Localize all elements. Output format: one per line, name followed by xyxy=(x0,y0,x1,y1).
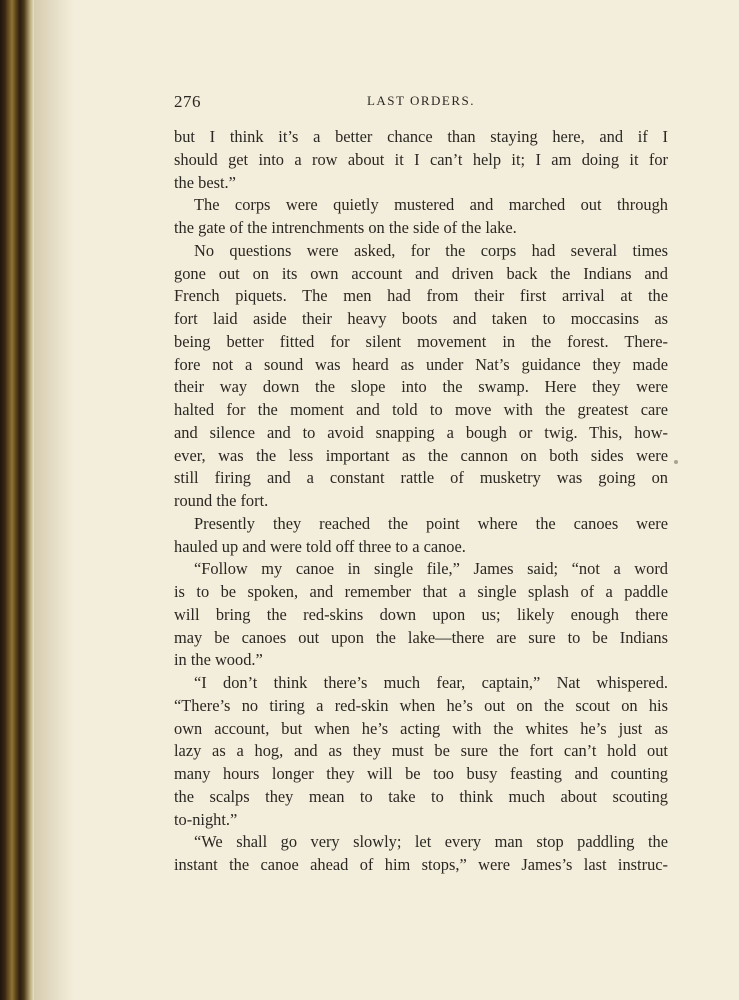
text-line: but I think it’s a better chance than staying here, and if I xyxy=(174,127,668,146)
text-line: “There’s no tiring a red-skin when he’s out on the scout on his xyxy=(174,695,668,715)
running-title: LAST ORDERS. xyxy=(366,93,476,108)
page-number: 276 xyxy=(174,92,201,111)
text-line: ever, was the less important as the cannon on both sides were xyxy=(174,445,668,465)
text-line: No questions were asked, for the corps had several times xyxy=(194,240,668,260)
text-line: gone out on its own account and driven back the Indians and xyxy=(174,263,668,283)
text-line: fore not a sound was heard as under Nat’s guidance they made xyxy=(174,354,668,374)
text-line: being better fitted for silent movement in the forest. There- xyxy=(174,331,668,351)
text-line: “Follow my canoe in single file,” James said; “not a word xyxy=(194,559,668,579)
text-line: French piquets. The men had from their first arrival at the xyxy=(174,286,668,306)
text-line: should get into a row about it I can’t help it; I am doing it for xyxy=(174,149,668,169)
text-line: the best.” xyxy=(174,172,236,192)
text-line: still firing and a constant rattle of musketry was going on xyxy=(174,468,668,488)
text-line: “I don’t think there’s much fear, captain,” Nat whispered. xyxy=(194,673,668,692)
text-line: Presently they reached the point where the canoes were xyxy=(194,513,668,533)
text-line: “We shall go very slowly; let every man stop paddling the xyxy=(194,832,668,852)
text-line: will bring the red-skins down upon us; likely enough there xyxy=(174,604,668,624)
text-line: many hours longer they will be too busy feasting and counting xyxy=(174,764,668,783)
text-line: may be canoes out upon the lake—there are sure to be Indians xyxy=(174,627,668,647)
text-line: halted for the moment and told to move with the greatest care xyxy=(174,400,668,419)
text-line: lazy as a hog, and as they must be sure the fort can’t hold out xyxy=(174,741,668,761)
text-line: round the fort. xyxy=(174,491,269,510)
text-line: hauled up and were told off three to a canoe. xyxy=(174,536,466,556)
text-line: in the wood.” xyxy=(174,650,263,670)
text-line: to-night.” xyxy=(174,809,238,829)
text-line: The corps were quietly mustered and marched out through xyxy=(194,195,668,215)
text-line: and silence and to avoid snapping a bough or twig. This, how- xyxy=(174,422,668,442)
page-gutter-shadow xyxy=(34,0,74,1000)
text-line: the gate of the intrenchments on the side of the lake. xyxy=(174,218,517,237)
text-line: own account, but when he’s acting with the whites he’s just as xyxy=(174,718,668,738)
body-text xyxy=(174,126,668,877)
text-line: the scalps they mean to take to think much about scouting xyxy=(174,786,668,806)
running-head xyxy=(174,92,668,114)
text-line: instant the canoe ahead of him stops,” were James’s last instruc- xyxy=(174,855,668,874)
text-line: their way down the slope into the swamp. Here they were xyxy=(174,377,668,397)
text-line: fort laid aside their heavy boots and taken to moccasins as xyxy=(174,309,668,328)
text-line: is to be spoken, and remember that a single splash of a paddle xyxy=(174,582,668,601)
book-binding-edge xyxy=(0,0,34,1000)
margin-speck xyxy=(674,460,678,464)
